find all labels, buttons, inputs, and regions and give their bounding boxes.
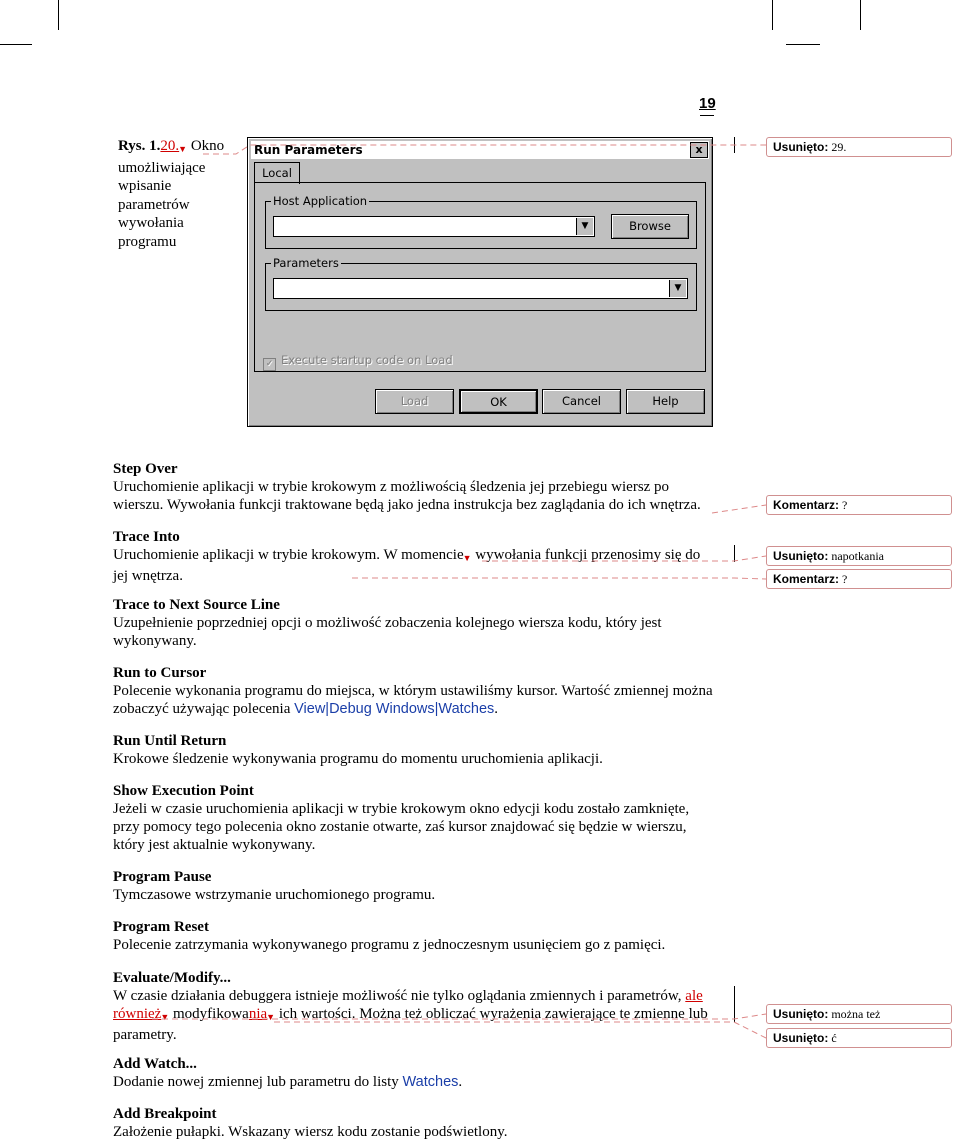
tab-panel (254, 182, 706, 372)
header-rule (700, 115, 714, 116)
leader-line (712, 505, 766, 513)
section-heading: Program Reset (113, 919, 209, 935)
parameters-combo[interactable] (273, 278, 688, 299)
section-heading: Evaluate/Modify... (113, 970, 231, 986)
crop-mark (786, 44, 820, 45)
chevron-down-icon[interactable]: ▼ (669, 280, 686, 297)
balloon-value: 29. (831, 140, 847, 154)
section-text (113, 987, 718, 1044)
host-application-label: Host Application (273, 194, 368, 208)
crop-mark (58, 0, 59, 30)
watches-link: Watches (402, 1074, 459, 1090)
balloon-label: Usunięto: (773, 549, 829, 563)
section-text-b: modyfikowa (172, 1006, 249, 1022)
section-text: Uruchomienie aplikacji w trybie krokowym z możliwością śledzenia jej przebiegu wiersz po wierszu. Wywołania funkcji traktowane będą jako jedna instrukcja bez zaglądania do ich wnętrza. (113, 479, 701, 513)
execute-startup-label: Execute startup code on Load (281, 353, 453, 367)
ok-button[interactable]: OK (459, 389, 538, 414)
section-add-breakpoint (113, 1105, 718, 1141)
section-heading: Program Pause (113, 869, 212, 885)
insertion-caret-icon: ▼ (178, 144, 188, 154)
section-heading: Run to Cursor (113, 665, 207, 681)
chevron-down-icon[interactable]: ▼ (576, 218, 593, 235)
insertion-caret-icon: ▼ (462, 553, 472, 563)
run-parameters-dialog (247, 137, 713, 427)
change-bar (734, 986, 735, 1022)
section-trace-next (113, 596, 718, 650)
crop-mark (860, 0, 861, 30)
section-text-b: wywołania funkcji przenosimy się do jej wnętrza. (113, 547, 701, 584)
revision-balloon (766, 1004, 952, 1024)
help-button[interactable]: Help (626, 389, 705, 414)
section-text-a: Uruchomienie aplikacji w trybie krokowym. W momencie (113, 547, 464, 563)
checkbox-check-icon: ✓ (263, 358, 276, 371)
section-text (113, 546, 718, 585)
section-evaluate (113, 969, 718, 1044)
section-text-a: Polecenie wykonania programu do miejsca, w którym ustawiliśmy kursor. Wartość zmiennej można zobaczyć używając polecenia (113, 683, 713, 717)
section-text-a: W czasie działania debuggera istnieje możliwość nie tylko oglądania zmiennych i parametrów, (113, 988, 682, 1004)
crop-mark (772, 0, 773, 30)
inserted-text: ale również (113, 988, 703, 1022)
balloon-value: ? (842, 498, 848, 512)
cancel-button[interactable]: Cancel (542, 389, 621, 414)
parameters-group (265, 256, 697, 311)
section-text: Polecenie zatrzymania wykonywanego programu z jednoczesnym usunięciem go z pamięci. (113, 937, 666, 953)
section-text-end: . (458, 1074, 463, 1090)
balloon-value: można też (831, 1007, 881, 1021)
balloon-label: Komentarz: (773, 572, 840, 586)
section-text (113, 1073, 718, 1091)
section-text: Tymczasowe wstrzymanie uruchomionego programu. (113, 887, 436, 903)
change-bar (734, 137, 735, 153)
balloon-label: Usunięto: (773, 140, 829, 154)
browse-button[interactable]: Browse (611, 214, 689, 239)
load-button[interactable]: Load (375, 389, 454, 414)
section-heading: Step Over (113, 461, 178, 477)
section-heading: Add Watch... (113, 1056, 197, 1072)
revision-balloon (766, 137, 952, 157)
section-heading: Trace Into (113, 529, 180, 545)
inserted-text: nia (248, 1006, 268, 1022)
dialog-title: Run Parameters (254, 143, 363, 157)
section-heading: Add Breakpoint (113, 1106, 217, 1122)
menu-path: View|Debug Windows|Watches (294, 701, 495, 717)
section-reset (113, 918, 718, 954)
section-text-end: . (494, 701, 499, 717)
section-text (113, 682, 718, 718)
balloon-value: napotkania (831, 549, 884, 563)
section-run-cursor (113, 664, 718, 718)
section-heading: Trace to Next Source Line (113, 597, 280, 613)
revision-balloon (766, 1028, 952, 1048)
section-text-a: Dodanie nowej zmiennej lub parametru do listy (113, 1074, 399, 1090)
balloon-value: ć (831, 1031, 837, 1045)
section-run-return (113, 732, 718, 768)
execute-startup-checkbox[interactable] (263, 353, 453, 371)
comment-balloon (766, 495, 952, 515)
section-text: Jeżeli w czasie uruchomienia aplikacji w trybie krokowym okno edycji kodu zostało zamknięte, przy pomocy tego polecenia okno zostanie otwarte, zaś kursor znajdować się będzie w wierszu, który jest aktualnie wykonywany. (113, 801, 690, 853)
section-trace-into (113, 528, 718, 585)
parameters-label: Parameters (273, 256, 339, 270)
page-number: 19 (699, 95, 716, 112)
balloon-value: ? (842, 572, 848, 586)
host-application-group (265, 194, 697, 249)
section-text-c: ich wartości. Można też obliczać wyrażenia zawierające te zmienne lub parametry. (113, 1006, 708, 1043)
section-text: Założenie pułapki. Wskazany wiersz kodu zostanie podświetlony. (113, 1124, 508, 1140)
insertion-caret-icon: ▼ (160, 1012, 170, 1022)
section-heading: Run Until Return (113, 733, 227, 749)
section-add-watch (113, 1055, 718, 1091)
close-icon[interactable]: x (690, 142, 708, 158)
comment-balloon (766, 569, 952, 589)
tab-local[interactable]: Local (254, 162, 300, 184)
section-heading: Show Execution Point (113, 783, 254, 799)
balloon-label: Usunięto: (773, 1031, 829, 1045)
section-text: Krokowe śledzenie wykonywania programu do momentu uruchomienia aplikacji. (113, 751, 603, 767)
section-step-over (113, 460, 718, 514)
insertion-caret-icon: ▼ (266, 1012, 276, 1022)
caption-text: Okno umożliwiające wpisanie parametrów wywołania programu (118, 138, 225, 250)
balloon-label: Usunięto: (773, 1007, 829, 1021)
revision-balloon (766, 546, 952, 566)
crop-mark (0, 44, 32, 45)
balloon-label: Komentarz: (773, 498, 840, 512)
section-pause (113, 868, 718, 904)
caption-prefix: Rys. 1. (118, 138, 161, 154)
section-text: Uzupełnienie poprzedniej opcji o możliwość zobaczenia kolejnego wiersza kodu, który jest wykonywany. (113, 615, 662, 649)
change-bar (734, 545, 735, 562)
section-show-exec (113, 782, 718, 854)
figure-caption (118, 137, 243, 251)
host-application-combo[interactable] (273, 216, 595, 237)
dialog-titlebar (251, 141, 709, 159)
inserted-figure-number: 20. (160, 138, 180, 154)
